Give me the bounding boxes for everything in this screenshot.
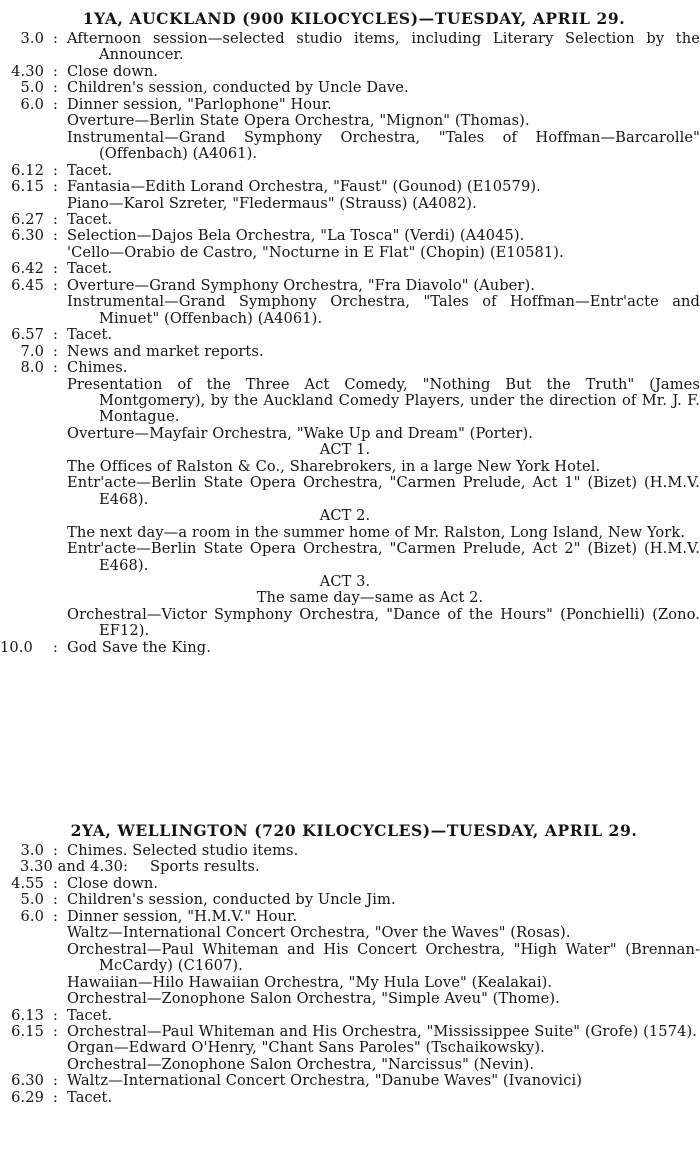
- entry-line: Orchestral—Paul Whiteman and His Orchestra, "Mississippee Suite" (Grofe) (1574).: [67, 1022, 697, 1040]
- entry-line: Selection—Dajos Bela Orchestra, "La Tosca" (Verdi) (A4045).: [67, 227, 525, 245]
- entry-line: Waltz—International Concert Orchestra, "Danube Waves" (Ivanovici): [67, 1072, 583, 1090]
- section-2ya-schedule: [0, 843, 700, 1106]
- entry-time: 6.57: [11, 326, 44, 344]
- entry-line: Tacet.: [67, 210, 113, 228]
- entry-line: Children's session, conducted by Uncle Dave.: [67, 79, 409, 97]
- act-heading: ACT 3.: [319, 572, 371, 590]
- programme-entry: [0, 859, 700, 875]
- act-heading: ACT 2.: [319, 507, 371, 525]
- programme-entry: [0, 31, 700, 64]
- entry-separator: :: [52, 342, 59, 360]
- entry-time: 3.0: [20, 842, 44, 859]
- entry-separator: :: [52, 95, 59, 113]
- entry-separator: :: [52, 79, 59, 97]
- programme-entry: [0, 1090, 700, 1106]
- entry-line: Orchestral—Paul Whiteman and His Concert Orchestra, "High Water" (Brennan-McCardy) (C1607).: [67, 940, 700, 975]
- entry-line: Overture—Grand Symphony Orchestra, "Fra Diavolo" (Auber).: [67, 276, 536, 294]
- section-1ya-auckland: [0, 6, 700, 656]
- programme-entry: [0, 228, 700, 261]
- entry-line: 'Cello—Orabio de Castro, "Nocturne in E Flat" (Chopin) (E10581).: [67, 243, 564, 261]
- section-1ya-schedule: [0, 31, 700, 656]
- entry-line: Chimes.: [67, 359, 128, 377]
- entry-separator: :: [52, 1006, 59, 1024]
- entry-separator: :: [52, 326, 59, 344]
- entry-line: Dinner session, "Parlophone" Hour.: [67, 95, 332, 113]
- programme-entry: [0, 909, 700, 1008]
- programme-entry: [0, 261, 700, 277]
- section-2ya-wellington: [0, 818, 700, 1106]
- entry-line: News and market reports.: [67, 342, 264, 360]
- entry-line: Orchestral—Zonophone Salon Orchestra, "Narcissus" (Nevin).: [67, 1055, 535, 1073]
- section-2ya-heading: 2YA, WELLINGTON (720 KILOCYCLES)—TUESDAY, APRIL 29.: [70, 821, 638, 840]
- entry-time: 5.0: [20, 79, 44, 97]
- entry-separator: :: [52, 227, 59, 245]
- entry-time: 6.0: [20, 907, 44, 925]
- entry-time: 6.15: [11, 1022, 44, 1040]
- entry-time: 5.0: [20, 891, 44, 909]
- entry-separator: :: [52, 1022, 59, 1040]
- entry-line: Tacet.: [67, 1006, 113, 1024]
- programme-entry: [0, 344, 700, 360]
- entry-line: Organ—Edward O'Henry, "Chant Sans Paroles" (Tschaikowsky).: [67, 1039, 545, 1057]
- entry-line: Chimes. Selected studio items.: [67, 842, 299, 859]
- act-block: [0, 459, 700, 508]
- programme-entry: [0, 179, 700, 212]
- entry-line: Children's session, conducted by Uncle Jim.: [67, 891, 396, 909]
- programme-entry: [0, 876, 700, 892]
- entry-line: Instrumental—Grand Symphony Orchestra, "Tales of Hoffman—Entr'acte and Minuet" (Offenbach) (A4061).: [67, 293, 700, 327]
- act-line: Orchestral—Victor Symphony Orchestra, "Dance of the Hours" (Ponchielli) (Zono. EF12).: [67, 605, 700, 640]
- entry-time: 4.30: [11, 62, 44, 80]
- entry-separator: :: [52, 1072, 59, 1090]
- entry-time: 8.0: [20, 359, 44, 377]
- programme-entry: [0, 163, 700, 179]
- entry-time: 6.13: [11, 1006, 44, 1024]
- programme-entry: [0, 843, 700, 859]
- programme-entry: [0, 1008, 700, 1024]
- act-line: Entr'acte—Berlin State Opera Orchestra, "Carmen Prelude, Act 2" (Bizet) (H.M.V. E468).: [67, 540, 700, 574]
- entry-line: Fantasia—Edith Lorand Orchestra, "Faust" (Gounod) (E10579).: [67, 178, 541, 196]
- entry-time: 6.12: [11, 161, 44, 179]
- programme-entry: [0, 892, 700, 908]
- entry-line: Overture—Mayfair Orchestra, "Wake Up and Dream" (Porter).: [67, 424, 534, 442]
- act-block: [0, 607, 700, 640]
- entry-separator: :: [52, 874, 59, 892]
- section-1ya-heading: 1YA, AUCKLAND (900 KILOCYCLES)—TUESDAY, APRIL 29.: [82, 9, 626, 28]
- entry-time: 3.30 and 4.30:: [20, 858, 129, 876]
- entry-time: 6.30: [11, 1072, 44, 1090]
- act-heading: ACT 1.: [319, 441, 371, 459]
- entry-line: Tacet.: [67, 326, 113, 344]
- entry-line: Waltz—International Concert Orchestra, "Over the Waves" (Rosas).: [67, 924, 571, 942]
- act-block: [0, 525, 700, 574]
- programme-entry: [0, 1024, 700, 1073]
- entry-line: Piano—Karol Szreter, "Fledermaus" (Strauss) (A4082).: [67, 194, 477, 212]
- entry-separator: :: [52, 638, 59, 656]
- entry-separator: :: [52, 1088, 59, 1106]
- entry-line: Afternoon session—selected studio items, including Literary Selection by the Announcer.: [67, 30, 700, 64]
- entry-line: Tacet.: [67, 1088, 113, 1106]
- entry-time: 10.0: [0, 638, 33, 656]
- entry-separator: :: [52, 210, 59, 228]
- entry-time: 6.30: [11, 227, 44, 245]
- entry-separator: :: [52, 907, 59, 925]
- entry-line: Instrumental—Grand Symphony Orchestra, "Tales of Hoffman—Barcarolle" (Offenbach) (A4061).: [67, 128, 700, 163]
- entry-separator: :: [52, 359, 59, 377]
- act-subtitle: The same day—same as Act 2.: [256, 589, 484, 607]
- entry-time: 6.27: [11, 210, 44, 228]
- programme-entry: [0, 97, 700, 163]
- programme-entry: [0, 1073, 700, 1089]
- entry-line: Orchestral—Zonophone Salon Orchestra, "Simple Aveu" (Thome).: [67, 990, 560, 1008]
- entry-separator: :: [52, 161, 59, 179]
- entry-time: 6.29: [11, 1088, 44, 1106]
- entry-time: 7.0: [20, 342, 44, 360]
- entry-time: 6.0: [20, 95, 44, 113]
- entry-line: Presentation of the Three Act Comedy, "Nothing But the Truth" (James Montgomery), by the Auckland Comedy Players, under the direction of Mr. J. F. Montague.: [67, 375, 700, 426]
- entry-time: 6.42: [11, 260, 44, 278]
- entry-line: Overture—Berlin State Opera Orchestra, "Mignon" (Thomas).: [67, 112, 530, 130]
- entry-time: 6.15: [11, 178, 44, 196]
- entry-separator: :: [52, 178, 59, 196]
- entry-line: Close down.: [67, 62, 159, 80]
- entry-separator: :: [52, 842, 59, 859]
- programme-entry: [0, 327, 700, 343]
- entry-line: Sports results.: [150, 858, 260, 876]
- programme-entry: [0, 278, 700, 327]
- entry-line: Tacet.: [67, 260, 113, 278]
- entry-time: 3.0: [20, 30, 44, 47]
- entry-separator: :: [52, 891, 59, 909]
- entry-line: Hawaiian—Hilo Hawaiian Orchestra, "My Hula Love" (Kealakai).: [67, 973, 553, 991]
- act-line: The next day—a room in the summer home of Mr. Ralston, Long Island, New York.: [67, 523, 686, 541]
- programme-entry: [0, 80, 700, 96]
- entry-line: Dinner session, "H.M.V." Hour.: [67, 907, 298, 925]
- entry-line: Close down.: [67, 874, 159, 892]
- entry-time: 6.45: [11, 276, 44, 294]
- programme-entry: [0, 64, 700, 80]
- entry-time: 4.55: [11, 874, 44, 892]
- entry-separator: :: [52, 276, 59, 294]
- entry-line: God Save the King.: [67, 638, 211, 656]
- programme-entry: [0, 640, 700, 656]
- entry-line: Tacet.: [67, 161, 113, 179]
- programme-entry: [0, 360, 700, 442]
- entry-separator: :: [52, 62, 59, 80]
- entry-separator: :: [52, 260, 59, 278]
- act-line: Entr'acte—Berlin State Opera Orchestra, "Carmen Prelude, Act 1" (Bizet) (H.M.V. E468).: [67, 474, 700, 508]
- programme-entry: [0, 212, 700, 228]
- entry-separator: :: [52, 30, 59, 47]
- act-line: The Offices of Ralston & Co., Sharebrokers, in a large New York Hotel.: [67, 457, 601, 475]
